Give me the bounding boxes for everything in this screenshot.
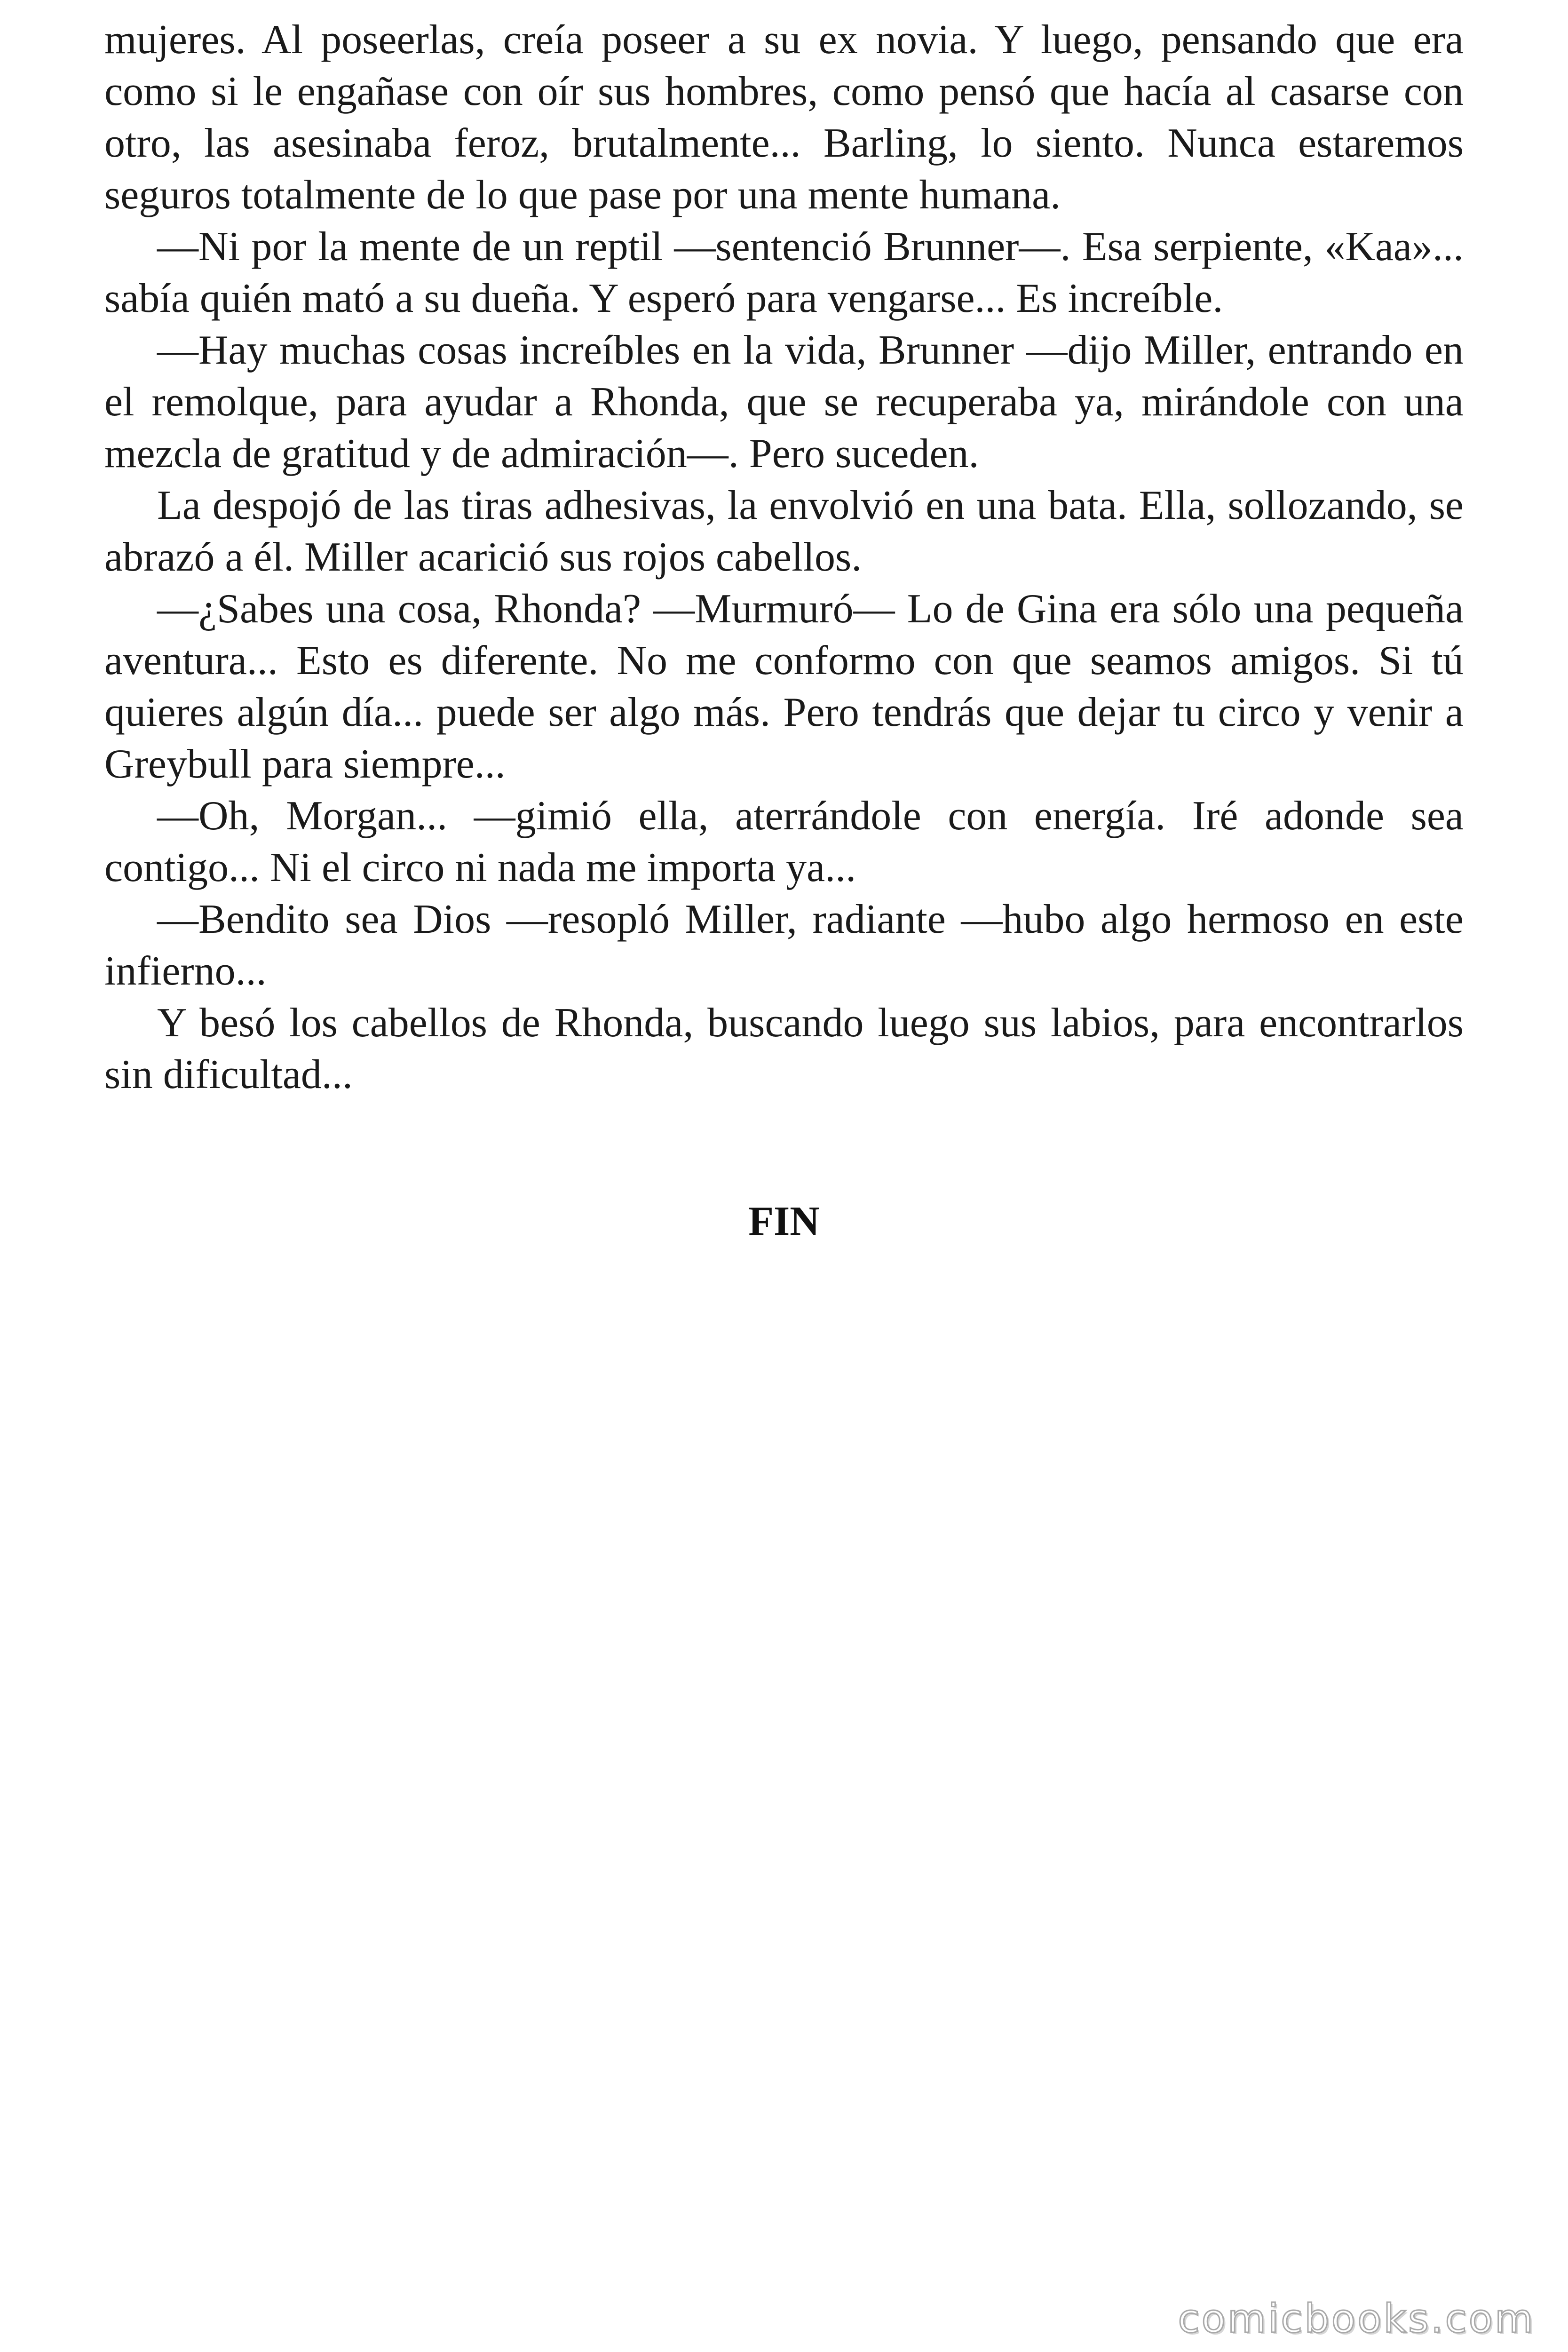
- paragraph-8: Y besó los cabellos de Rhonda, buscando luego sus labios, para encontrarlos sin dificultad...: [104, 1000, 1464, 1097]
- paragraph-7: —Bendito sea Dios —resopló Miller, radiante —hubo algo hermoso en este infierno...: [104, 897, 1464, 994]
- paragraph-5: —¿Sabes una cosa, Rhonda? —Murmuró— Lo de Gina era sólo una pequeña aventura... Esto es diferente. No me conformo con que seamos amigos. Si tú quieres algún día... puede ser algo más. Pero tendrás que dejar tu circo y venir a Greybull para siempre...: [104, 586, 1464, 787]
- paragraph-4: La despojó de las tiras adhesivas, la envolvió en una bata. Ella, sollozando, se abrazó a él. Miller acarició sus rojos cabellos.: [104, 483, 1464, 580]
- body-text: [104, 14, 1464, 1101]
- paragraph-2: —Ni por la mente de un reptil —sentenció Brunner—. Esa serpiente, «Kaa»... sabía quién mató a su dueña. Y esperó para vengarse... Es increíble.: [104, 224, 1464, 321]
- watermark-logo: comicbooks.com: [1178, 2296, 1535, 2342]
- paragraph-6: —Oh, Morgan... —gimió ella, aterrándole con energía. Iré adonde sea contigo... Ni el circo ni nada me importa ya...: [104, 793, 1464, 890]
- paragraph-1: mujeres. Al poseerlas, creía poseer a su ex novia. Y luego, pensando que era como si le engañase con oír sus hombres, como pensó que hacía al casarse con otro, las asesinaba feroz, brutalmente... Barling, lo siento. Nunca estaremos seguros totalmente de lo que pase por una mente humana.: [104, 17, 1464, 218]
- ending-heading: FIN: [748, 1199, 820, 1244]
- paragraph-3: —Hay muchas cosas increíbles en la vida, Brunner —dijo Miller, entrando en el remolque, para ayudar a Rhonda, que se recuperaba ya, mirándole con una mezcla de gratitud y de admiración—. Pero suceden.: [104, 327, 1464, 477]
